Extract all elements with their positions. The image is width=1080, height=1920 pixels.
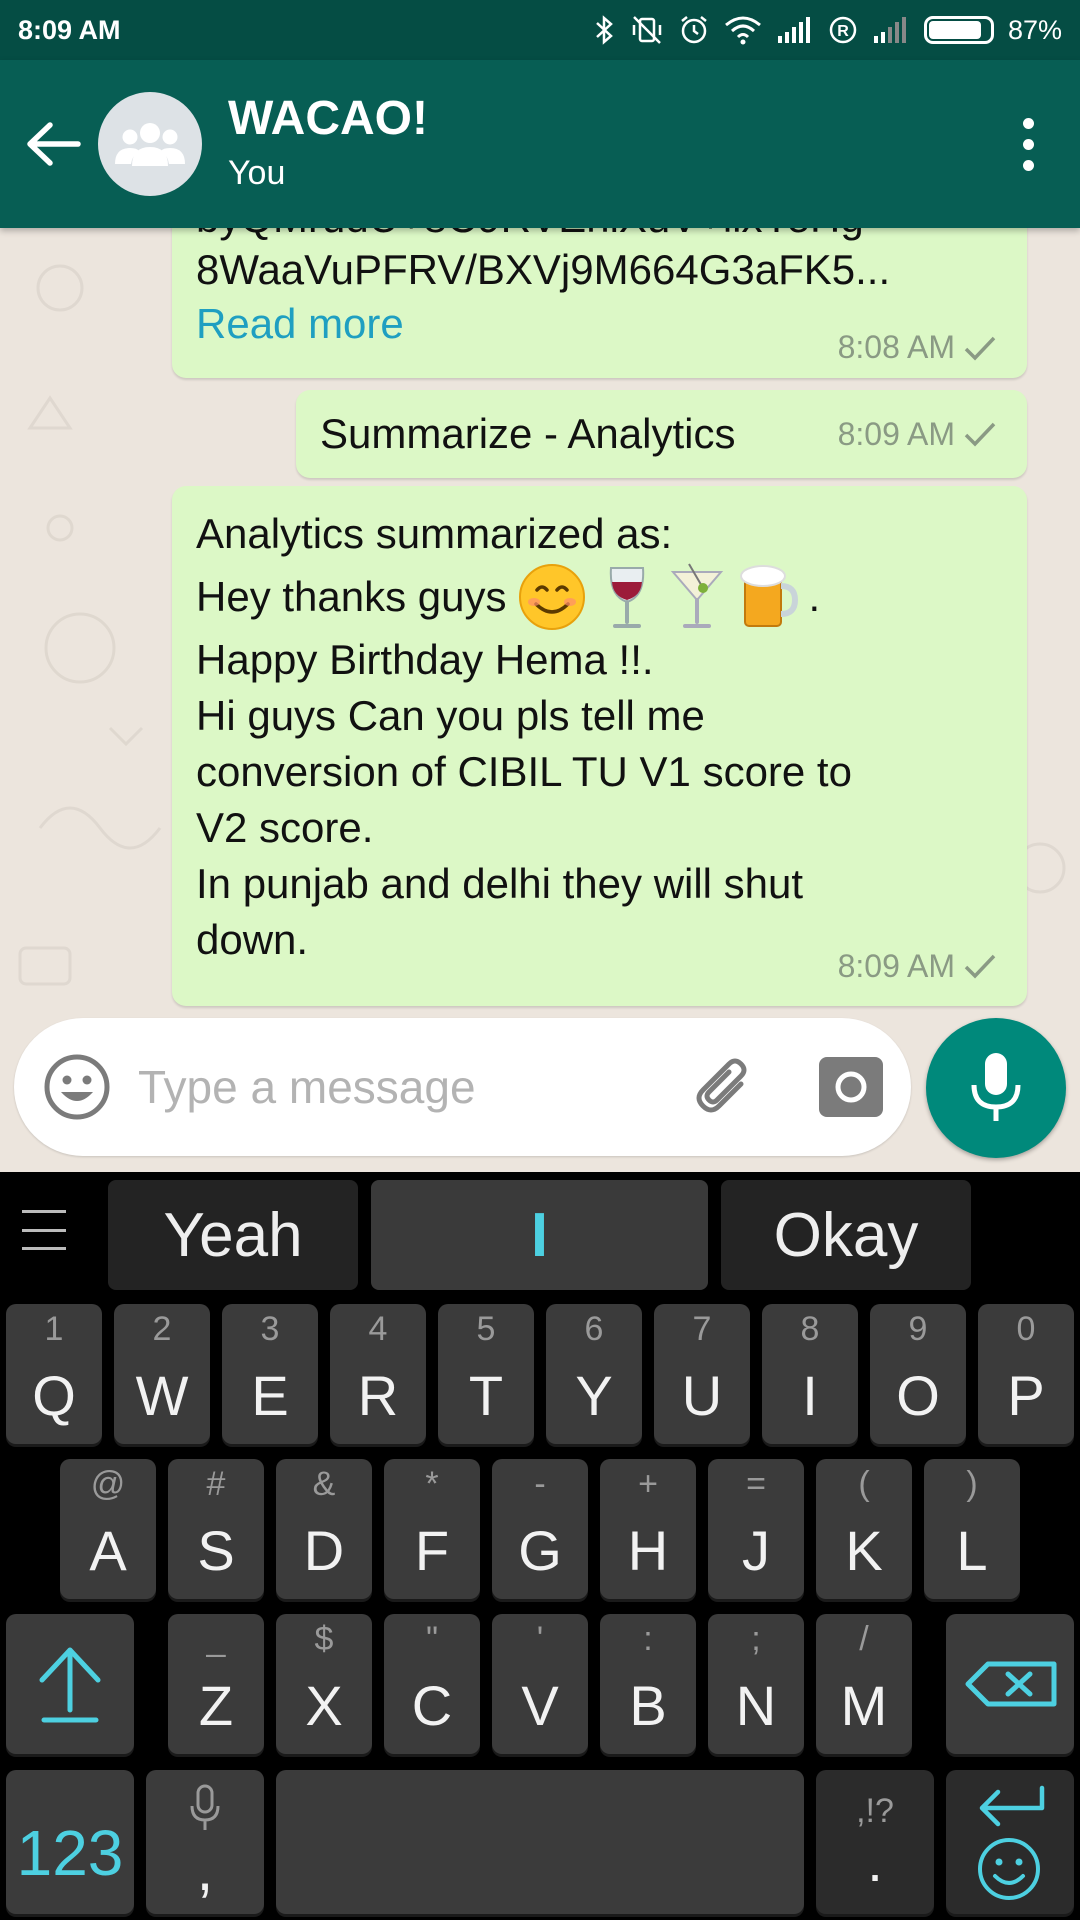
key-label: V	[521, 1674, 559, 1737]
status-time: 8:09 AM	[18, 14, 121, 45]
key-hint: 1	[44, 1310, 64, 1348]
message-text-line: V2 score.	[196, 804, 374, 851]
message-text: .	[808, 573, 821, 620]
microphone-icon	[968, 1051, 1024, 1125]
numbers-key-label: 123	[16, 1817, 124, 1889]
message-text-line: 8WaaVuPFRV/BXVj9M664G3aFK5...	[196, 246, 891, 293]
key-label: G	[518, 1519, 562, 1582]
message-meta	[838, 329, 997, 366]
shift-key[interactable]	[6, 1614, 134, 1754]
key-j[interactable]	[708, 1459, 804, 1599]
cocktail-glass-icon	[667, 562, 727, 632]
key-w[interactable]	[114, 1304, 210, 1444]
shift-icon	[38, 1644, 102, 1724]
key-o[interactable]	[870, 1304, 966, 1444]
key-l[interactable]	[924, 1459, 1020, 1599]
suggestion-2[interactable]: I	[371, 1180, 708, 1290]
battery-fill	[929, 21, 981, 39]
comma-label: ,	[196, 1836, 214, 1903]
conversation[interactable]	[0, 228, 1080, 1172]
more-vert-icon	[1023, 118, 1034, 129]
message-text-line: down.	[196, 916, 309, 963]
key-label: R	[357, 1364, 399, 1427]
key-hint: 7	[692, 1310, 712, 1348]
key-h[interactable]	[600, 1459, 696, 1599]
key-hint: @	[90, 1465, 126, 1503]
voice-input-icon	[188, 1784, 222, 1832]
key-hint: "	[425, 1620, 439, 1658]
wifi-icon	[724, 15, 762, 45]
key-c[interactable]	[384, 1614, 480, 1754]
smiling-face-icon	[517, 562, 587, 632]
enter-key[interactable]	[946, 1770, 1074, 1914]
check-icon	[963, 953, 997, 979]
key-label: E	[251, 1364, 289, 1427]
camera-icon	[831, 1067, 871, 1107]
key-hint: &	[312, 1465, 336, 1503]
key-d[interactable]	[276, 1459, 372, 1599]
message-text-line: In punjab and delhi they will shut	[196, 860, 804, 907]
camera-button[interactable]	[819, 1057, 883, 1117]
check-icon	[963, 421, 997, 447]
key-label: K	[845, 1519, 883, 1582]
key-label: A	[89, 1519, 127, 1582]
battery-percent: 87%	[1007, 14, 1062, 45]
key-hint: 4	[368, 1310, 388, 1348]
key-e[interactable]	[222, 1304, 318, 1444]
key-r[interactable]	[330, 1304, 426, 1444]
key-s[interactable]	[168, 1459, 264, 1599]
key-label: O	[896, 1364, 940, 1427]
key-label: Q	[32, 1364, 76, 1427]
key-i[interactable]	[762, 1304, 858, 1444]
battery-icon	[924, 16, 994, 44]
backspace-key[interactable]	[946, 1614, 1074, 1754]
message-input[interactable]	[138, 1060, 638, 1114]
group-avatar[interactable]	[98, 92, 202, 196]
group-icon	[113, 120, 187, 168]
key-hint: 6	[584, 1310, 604, 1348]
message-meta	[838, 404, 997, 464]
key-g[interactable]	[492, 1459, 588, 1599]
key-hint: _	[206, 1620, 226, 1658]
voice-record-button[interactable]	[926, 1018, 1066, 1158]
key-hint: =	[746, 1465, 766, 1503]
key-label: Z	[198, 1674, 234, 1737]
menu-icon	[22, 1210, 66, 1213]
key-label: D	[303, 1519, 345, 1582]
key-hint: 0	[1016, 1310, 1036, 1348]
chat-subtitle: You	[228, 154, 286, 192]
message-time: 8:09 AM	[837, 948, 955, 984]
message-text: Summarize - Analytics	[320, 410, 736, 457]
key-label: H	[627, 1519, 669, 1582]
key-q[interactable]	[6, 1304, 102, 1444]
key-label: S	[197, 1519, 235, 1582]
key-y[interactable]	[546, 1304, 642, 1444]
key-hint: #	[206, 1465, 226, 1503]
key-hint: 2	[152, 1310, 172, 1348]
numbers-key[interactable]	[6, 1770, 134, 1914]
back-button[interactable]	[14, 105, 92, 183]
key-v[interactable]	[492, 1614, 588, 1754]
alarm-icon	[678, 14, 710, 46]
key-m[interactable]	[816, 1614, 912, 1754]
message-bubble-3[interactable]	[172, 486, 1027, 1006]
key-label: P	[1007, 1364, 1045, 1427]
punctuation-hint: ,!?	[856, 1792, 894, 1830]
message-time: 8:09 AM	[837, 416, 955, 452]
key-hint: '	[536, 1620, 544, 1658]
message-meta	[838, 938, 997, 994]
message-bubble-1[interactable]	[172, 208, 1027, 378]
key-hint: 5	[476, 1310, 496, 1348]
status-icons	[594, 14, 1062, 46]
key-f[interactable]	[384, 1459, 480, 1599]
chat-title: WACAO!	[228, 92, 428, 145]
key-hint: $	[314, 1620, 334, 1658]
key-hint: 8	[800, 1310, 820, 1348]
wine-glass-icon	[597, 562, 657, 632]
read-more-link[interactable]: Read more	[196, 300, 404, 347]
comma-key[interactable]	[146, 1770, 264, 1914]
key-label: J	[742, 1519, 770, 1582]
emoji-button[interactable]	[42, 1052, 112, 1122]
message-heading: Analytics summarized as:	[196, 510, 673, 557]
key-k[interactable]	[816, 1459, 912, 1599]
suggestion-strip	[0, 1172, 1080, 1292]
key-label: C	[411, 1674, 453, 1737]
keyboard-menu-button[interactable]	[22, 1210, 66, 1250]
key-hint: 9	[908, 1310, 928, 1348]
emoji-keyboard-icon	[976, 1836, 1042, 1902]
signal-icon	[776, 16, 814, 44]
message-bubble-2[interactable]	[296, 390, 1027, 478]
period-key[interactable]	[816, 1770, 934, 1914]
key-hint: 3	[260, 1310, 280, 1348]
key-label: L	[956, 1519, 988, 1582]
keyboard	[0, 1172, 1080, 1920]
beer-mug-icon	[737, 562, 799, 632]
key-label: U	[681, 1364, 723, 1427]
key-label: B	[629, 1674, 667, 1737]
message-text-line: conversion of CIBIL TU V1 score to	[196, 748, 852, 795]
key-hint: *	[425, 1465, 439, 1503]
key-n[interactable]	[708, 1614, 804, 1754]
key-b[interactable]	[600, 1614, 696, 1754]
message-time: 8:08 AM	[837, 329, 955, 365]
key-label: X	[305, 1674, 343, 1737]
key-label: N	[735, 1674, 777, 1737]
suggestion-1[interactable]: Yeah	[108, 1180, 358, 1290]
key-label: W	[135, 1364, 189, 1427]
message-composer	[14, 1018, 911, 1156]
check-icon	[963, 335, 997, 361]
chat-header	[0, 60, 1080, 228]
period-label: .	[867, 1830, 883, 1893]
key-label: M	[840, 1674, 888, 1737]
key-t[interactable]	[438, 1304, 534, 1444]
key-label: T	[468, 1364, 504, 1427]
vibrate-off-icon	[630, 15, 664, 45]
key-label: Y	[575, 1364, 613, 1427]
key-hint: :	[643, 1620, 653, 1658]
roaming-icon	[828, 15, 858, 45]
key-hint: ;	[751, 1620, 761, 1658]
arrow-left-icon	[26, 121, 80, 167]
more-options-button[interactable]	[998, 104, 1058, 184]
key-a[interactable]	[60, 1459, 156, 1599]
message-text-line: Hi guys Can you pls tell me	[196, 692, 705, 739]
bluetooth-icon	[594, 15, 616, 45]
message-emoji-line	[196, 562, 1003, 632]
backspace-icon	[964, 1660, 1058, 1708]
key-u[interactable]	[654, 1304, 750, 1444]
suggestion-3[interactable]: Okay	[721, 1180, 971, 1290]
key-hint: /	[859, 1620, 869, 1658]
key-hint: +	[638, 1465, 658, 1503]
message-text-line: Happy Birthday Hema !!.	[196, 636, 654, 683]
key-hint: )	[966, 1465, 978, 1503]
key-label: I	[802, 1364, 818, 1427]
attach-button[interactable]	[689, 1052, 759, 1122]
key-p[interactable]	[978, 1304, 1074, 1444]
status-bar	[0, 0, 1080, 60]
key-z[interactable]	[168, 1614, 264, 1754]
enter-icon	[976, 1782, 1046, 1826]
signal-icon-2	[872, 16, 910, 44]
chat-titles[interactable]	[228, 91, 428, 197]
key-hint: (	[858, 1465, 870, 1503]
message-text: Hey thanks guys	[196, 573, 507, 620]
space-key[interactable]	[276, 1770, 804, 1914]
key-x[interactable]	[276, 1614, 372, 1754]
svg-text:R: R	[837, 23, 849, 40]
key-label: F	[414, 1519, 450, 1582]
key-hint: -	[534, 1465, 546, 1503]
